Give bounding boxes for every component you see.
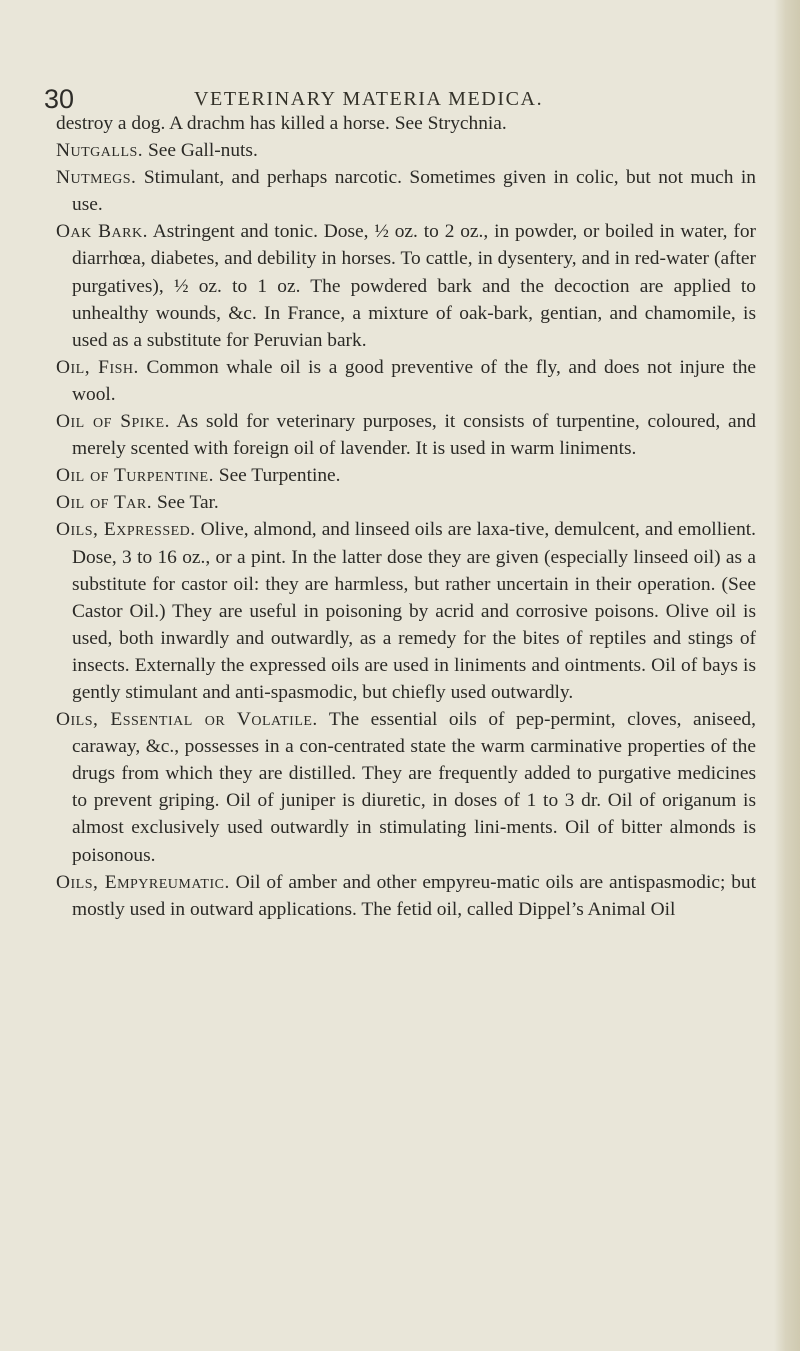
entry-text: The essential oils of pep-permint, cloves, aniseed, caraway, &c., possesses in a con-centrated state the warm carminative properties of the drugs from which they are distilled. They are frequently added to purgative medicines to prevent griping. Oil of juniper is diuretic, in doses of 1 to 3 dr. Oil of origanum is almost exclusively used outwardly in stimulating lini-ments. Oil of bitter almonds is poisonous. (72, 709, 756, 866)
entry-oils-empyreumatic (56, 869, 756, 923)
page-number: 30 (44, 84, 75, 114)
entry-oil-of-spike (56, 408, 756, 462)
entry-text: Common whale oil is a good preventive of the fly, and does not injure the wool. (72, 356, 757, 405)
entry-nutmegs (56, 164, 756, 218)
entry-head: Oil, Fish. (56, 356, 139, 378)
entry-text: See Tar. (152, 492, 219, 514)
entry-oil-of-turpentine (56, 462, 756, 489)
entry-head: Oil of Turpentine. (56, 465, 214, 487)
body-text (56, 110, 756, 923)
entry-head: Oils, Expressed. (56, 519, 196, 541)
entry-text: As sold for veterinary purposes, it consists of turpentine, coloured, and merely scented with foreign oil of lavender. It is used in warm liniments. (72, 411, 756, 460)
entry-oils-expressed (56, 516, 756, 706)
page-edge-shadow (774, 0, 800, 1351)
running-title: VETERINARY MATERIA MEDICA. (194, 88, 544, 110)
entry-head: Oils, Essential or Volatile. (56, 709, 318, 731)
entry-text: Olive, almond, and linseed oils are laxa-tive, demulcent, and emollient. Dose, 3 to 16 oz., or a pint. In the latter dose they are given (especially linseed oil) as a substitute for castor oil: they are harmless, but rather uncertain in their operation. (See Castor Oil.) They are useful in poisoning by acrid and corrosive poisons. Olive oil is used, both inwardly and outwardly, as a remedy for the bites of reptiles and stings of insects. Externally the expressed oils are used in liniments and ointments. Oil of bays is gently stimulant and anti-spasmodic, but chiefly used outwardly. (72, 519, 757, 703)
entry-text: Stimulant, and perhaps narcotic. Sometimes given in colic, but not much in use. (72, 167, 756, 216)
entry-oils-essential (56, 706, 756, 869)
entry-oil-fish (56, 354, 756, 408)
entry-head: Oils, Empyreumatic. (56, 871, 230, 893)
entry-nutgalls (56, 137, 756, 164)
entry-oil-of-tar (56, 489, 756, 516)
entry-head: Oak Bark. (56, 221, 148, 243)
entry-head: Oil of Spike. (56, 411, 170, 433)
entry-text: See Gall-nuts. (143, 140, 258, 162)
entry-text: destroy a dog. A drachm has killed a horse. See Strychnia. (56, 113, 507, 134)
entry-head: Oil of Tar. (56, 492, 153, 514)
entry-text: Oil of amber and other empyreu-matic oils are antispasmodic; but mostly used in outward applications. The fetid oil, called Dippel’s Animal Oil (72, 871, 756, 920)
entry-oak-bark (56, 218, 756, 353)
entry-head: Nutgalls. (56, 140, 144, 162)
entry-text: Astringent and tonic. Dose, ½ oz. to 2 oz., in powder, or boiled in water, for diarrhœa, diabetes, and debility in horses. To cattle, in dysentery, and in red-water (after purgatives), ½ oz. to 1 oz. The powdered bark and the decoction are applied to unhealthy wounds, &c. In France, a mixture of oak-bark, gentian, and chamomile, is used as a substitute for Peruvian bark. (72, 221, 757, 351)
entry-head: Nutmegs. (56, 167, 137, 189)
entry-continuation (56, 110, 756, 137)
entry-text: See Turpentine. (213, 465, 341, 487)
